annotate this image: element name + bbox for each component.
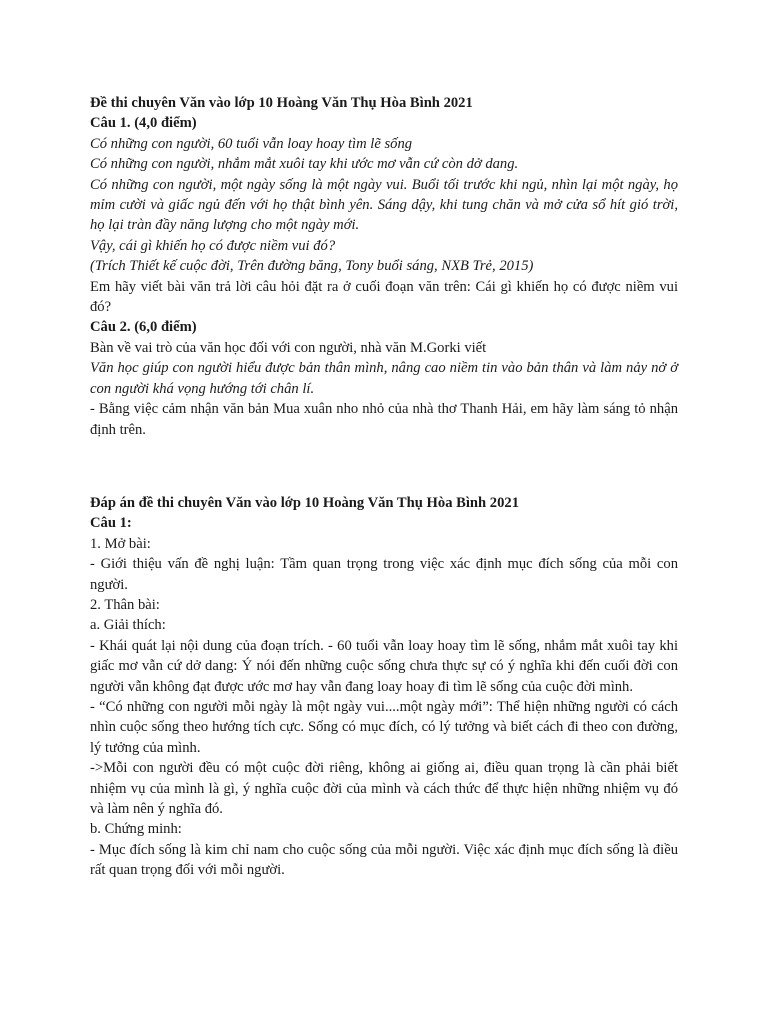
question-1-citation: (Trích Thiết kế cuộc đời, Trên đường băng, Tony buổi sáng, NXB Trẻ, 2015) — [90, 258, 534, 275]
question-2-heading: Câu 2. (6,0 điểm) — [90, 319, 197, 336]
question-1-passage-line: Có những con người, nhắm mắt xuôi tay khi ước mơ vẫn cứ còn dở dang. — [90, 156, 519, 173]
answer-question-1-heading: Câu 1: — [90, 515, 132, 532]
answer-title: Đáp án đề thi chuyên Văn vào lớp 10 Hoàng Văn Thụ Hòa Bình 2021 — [90, 494, 519, 511]
answer-line: 1. Mở bài: — [90, 535, 151, 552]
question-1-passage-line: Có những con người, một ngày sống là một ngày vui. Buổi tối trước khi ngủ, nhìn lại một ngày, họ mỉm cười và giấc ngủ đến với họ thật bình yên. Sáng dậy, khi tung chăn và mở cửa sổ hít gió trời, họ lại tràn đầy năng lượng cho một ngày mới. — [90, 176, 678, 234]
answer-line: - “Có những con người mỗi ngày là một ngày vui....một ngày mới”: Thể hiện những người có cách nhìn cuộc sống theo hướng tích cực. Sống có mục đích, có lý tưởng và biết cách đi theo con đường, lý tưởng của mình. — [90, 698, 678, 756]
answer-line: 2. Thân bài: — [90, 596, 160, 613]
answer-line: b. Chứng minh: — [90, 821, 182, 838]
exam-title: Đề thi chuyên Văn vào lớp 10 Hoàng Văn Thụ Hòa Bình 2021 — [90, 95, 473, 111]
question-2-task: - Bằng việc cảm nhận văn bản Mua xuân nho nhỏ của nhà thơ Thanh Hải, em hãy làm sáng tỏ nhận định trên. — [90, 401, 678, 438]
question-1-task: Em hãy viết bài văn trả lời câu hỏi đặt ra ở cuối đoạn văn trên: Cái gì khiến họ có được niềm vui đó? — [90, 278, 678, 316]
section-spacer — [90, 440, 678, 493]
question-1-passage-line: Có những con người, 60 tuổi vẫn loay hoay tìm lẽ sống — [90, 135, 413, 152]
question-2-quote: Văn học giúp con người hiểu được bản thân mình, nâng cao niềm tin vào bản thân và làm nảy nở ở con người khá vọng hướng tới chân lí. — [90, 360, 678, 397]
answer-line: - Giới thiệu vấn đề nghị luận: Tầm quan trọng trong việc xác định mục đích sống của mỗi con người. — [90, 556, 678, 593]
question-1-passage-line: Vậy, cái gì khiến họ có được niềm vui đó? — [90, 237, 336, 254]
answer-line: - Mục đích sống là kim chỉ nam cho cuộc sống của mỗi người. Việc xác định mục đích sống là điều rất quan trọng đối với mỗi người. — [90, 841, 678, 879]
question-2-intro: Bàn về vai trò của văn học đối với con người, nhà văn M.Gorki viết — [90, 339, 487, 356]
answer-line: - Khái quát lại nội dung của đoạn trích. - 60 tuổi vẫn loay hoay tìm lẽ sống, nhắm mắt xuôi tay khi giấc mơ vẫn cứ dở dang: Ý nói đến những cuộc sống chưa thực sự có ý nghĩa khi đến cuối đời con người vẫn không đạt được ước mơ hay vẫn đang loay hoay đi tìm lẽ sống của cuộc đời mình. — [90, 637, 678, 695]
answer-line: ->Mỗi con người đều có một cuộc đời riêng, không ai giống ai, điều quan trọng là cần phải biết nhiệm vụ của mình là gì, ý nghĩa cuộc đời của mình và cách thức để thực hiện những nhiệm vụ đó và làm nên ý nghĩa đó. — [90, 760, 678, 817]
question-1-heading: Câu 1. (4,0 điểm) — [90, 115, 197, 132]
document-body — [90, 93, 678, 881]
answer-line: a. Giải thích: — [90, 617, 166, 634]
